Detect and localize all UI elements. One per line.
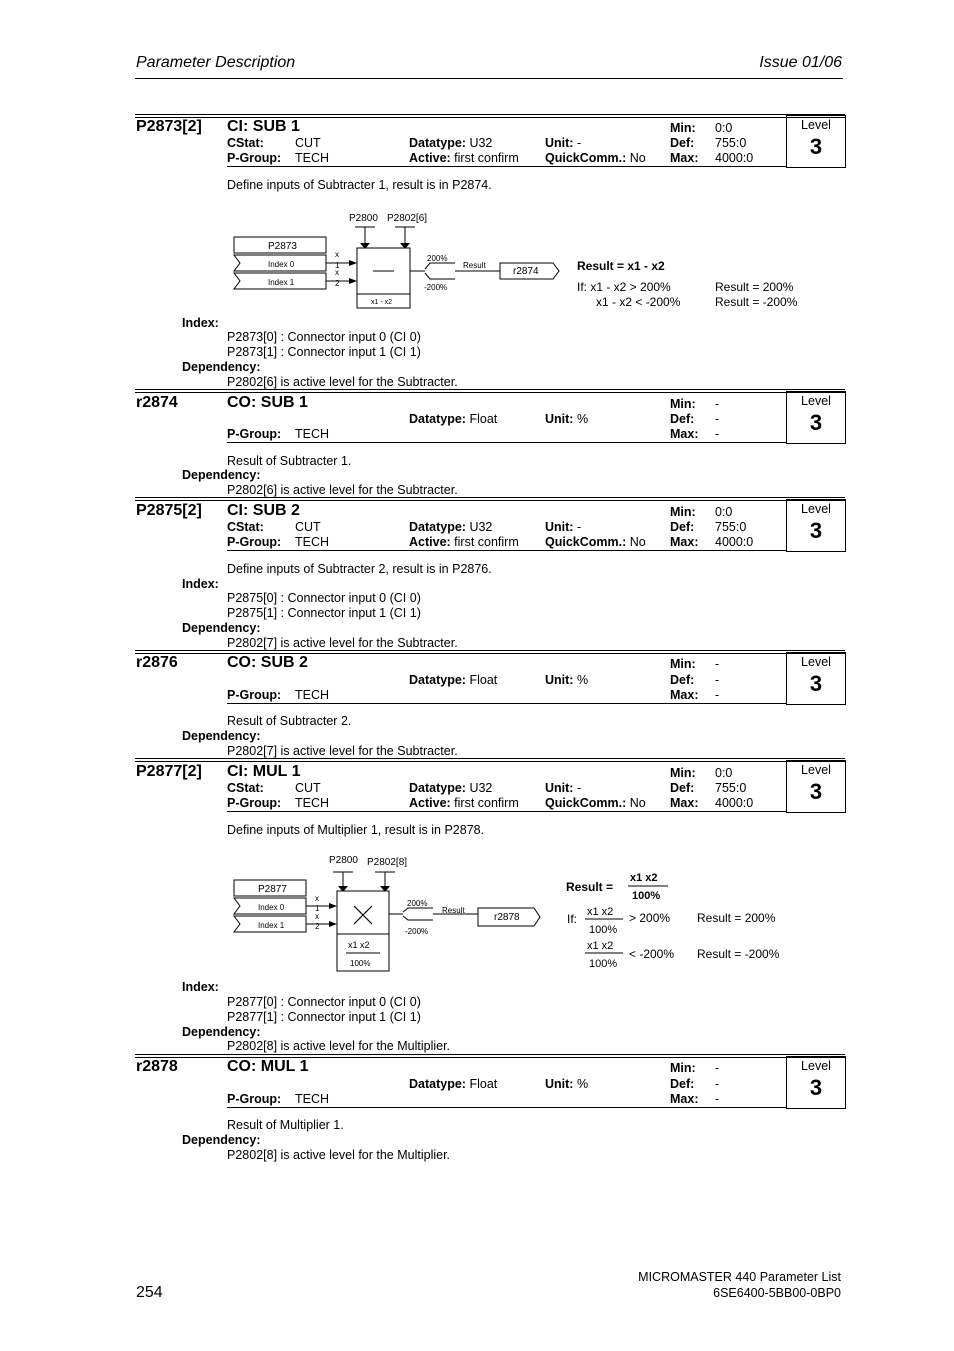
unit-value: - bbox=[576, 520, 582, 534]
cstat-value: CUT bbox=[295, 781, 321, 795]
unit-label: Unit: bbox=[545, 673, 574, 687]
result-label: Result bbox=[442, 906, 465, 915]
min-label: Min: bbox=[670, 121, 696, 135]
index1-label: Index 1 bbox=[268, 278, 295, 287]
unit-value: % bbox=[576, 673, 589, 687]
index-label: Index: bbox=[182, 316, 219, 330]
param-header-rule bbox=[227, 1107, 787, 1108]
datatype bbox=[409, 781, 492, 795]
level-value: 3 bbox=[809, 134, 823, 159]
index1-label: Index 1 bbox=[258, 921, 285, 930]
max-label: Max: bbox=[670, 1092, 699, 1106]
condition-1: If: x1 - x2 > 200% bbox=[577, 280, 671, 294]
upper-limit-label: 200% bbox=[427, 254, 448, 263]
def-label: Def: bbox=[670, 520, 695, 534]
param-description: Result of Multiplier 1. bbox=[227, 1118, 344, 1132]
cstat-value: CUT bbox=[295, 520, 321, 534]
datatype-value: Float bbox=[469, 1077, 498, 1091]
input-p2802-label: P2802[6] bbox=[387, 213, 428, 224]
condition-1-operator: > 200% bbox=[629, 911, 671, 925]
index-item: P2875[1] : Connector input 1 (CI 1) bbox=[227, 606, 421, 620]
index-label: Index: bbox=[182, 577, 219, 591]
index-item: P2875[0] : Connector input 0 (CI 0) bbox=[227, 591, 421, 605]
def-value: - bbox=[715, 1077, 720, 1091]
unit-value: - bbox=[576, 781, 582, 795]
unit bbox=[545, 673, 588, 687]
dependency-text: P2802[7] is active level for the Subtracter. bbox=[227, 744, 458, 758]
datatype-label: Datatype: bbox=[409, 673, 466, 687]
subtracter-diagram bbox=[225, 205, 815, 315]
dependency-label: Dependency: bbox=[182, 621, 261, 635]
quickcomm bbox=[545, 535, 646, 549]
x1-label: x bbox=[335, 250, 339, 259]
unit bbox=[545, 1077, 588, 1091]
quickcomm-value: No bbox=[629, 151, 646, 165]
datatype-label: Datatype: bbox=[409, 136, 466, 150]
active bbox=[409, 151, 519, 165]
min-value: 0:0 bbox=[715, 505, 733, 519]
min-label: Min: bbox=[670, 505, 696, 519]
max-value: - bbox=[715, 427, 720, 441]
dependency-label: Dependency: bbox=[182, 1025, 261, 1039]
param-description: Define inputs of Multiplier 1, result is in P2878. bbox=[227, 823, 485, 837]
min-value: 0:0 bbox=[715, 766, 733, 780]
pgroup-label: P-Group: bbox=[227, 1092, 282, 1106]
def-label: Def: bbox=[670, 781, 695, 795]
unit-label: Unit: bbox=[545, 781, 574, 795]
x1-sub: 1 bbox=[315, 904, 320, 913]
level-value: 3 bbox=[809, 1075, 823, 1100]
condition-2-denominator: 100% bbox=[589, 958, 618, 970]
condition-1-numerator: x1 x2 bbox=[587, 906, 614, 918]
multiplier-diagram bbox=[225, 848, 815, 978]
output-label: r2878 bbox=[494, 912, 520, 923]
min-value: - bbox=[715, 657, 720, 671]
def-value: 755:0 bbox=[715, 781, 747, 795]
param-description: Define inputs of Subtracter 1, result is in P2874. bbox=[227, 178, 492, 192]
def-label: Def: bbox=[670, 136, 695, 150]
datatype-label: Datatype: bbox=[409, 781, 466, 795]
pgroup-label: P-Group: bbox=[227, 796, 282, 810]
def-value: 755:0 bbox=[715, 520, 747, 534]
quickcomm-label: QuickComm.: bbox=[545, 535, 627, 549]
param-name: CI: MUL 1 bbox=[227, 763, 301, 780]
param-header-rule bbox=[227, 550, 787, 551]
footer-product: MICROMASTER 440 Parameter List bbox=[638, 1270, 841, 1284]
param-description: Define inputs of Subtracter 2, result is in P2876. bbox=[227, 562, 492, 576]
header-right: Issue 01/06 bbox=[759, 54, 842, 71]
unit-label: Unit: bbox=[545, 412, 574, 426]
unit-value: - bbox=[576, 136, 582, 150]
param-id: P2875[2] bbox=[136, 502, 202, 519]
level-value: 3 bbox=[809, 518, 823, 543]
section-rule bbox=[135, 758, 845, 762]
dependency-text: P2802[6] is active level for the Subtracter. bbox=[227, 375, 458, 389]
footer-code: 6SE6400-5BB00-0BP0 bbox=[713, 1286, 841, 1300]
quickcomm bbox=[545, 796, 646, 810]
max-label: Max: bbox=[670, 151, 699, 165]
active-value: first confirm bbox=[454, 151, 519, 165]
condition-2-numerator: x1 x2 bbox=[587, 940, 614, 952]
datatype bbox=[409, 412, 497, 426]
level-box bbox=[786, 391, 846, 444]
quickcomm-value: No bbox=[629, 535, 646, 549]
arrow-head bbox=[349, 260, 357, 266]
index-item: P2873[1] : Connector input 1 (CI 1) bbox=[227, 345, 421, 359]
datatype-label: Datatype: bbox=[409, 412, 466, 426]
level-label: Level bbox=[801, 655, 831, 669]
param-name: CO: MUL 1 bbox=[227, 1058, 309, 1075]
level-value: 3 bbox=[809, 779, 823, 804]
unit-value: % bbox=[576, 412, 589, 426]
formula-denominator: 100% bbox=[632, 890, 661, 902]
level-label: Level bbox=[801, 1059, 831, 1073]
param-id: r2878 bbox=[136, 1058, 178, 1075]
limiter-lower-icon bbox=[425, 273, 455, 279]
unit-label: Unit: bbox=[545, 136, 574, 150]
datatype bbox=[409, 1077, 497, 1091]
min-label: Min: bbox=[670, 766, 696, 780]
formula-label: Result = bbox=[566, 880, 614, 894]
dependency-text: P2802[7] is active level for the Subtracter. bbox=[227, 636, 458, 650]
input-p2800-label: P2800 bbox=[329, 855, 358, 866]
input-p2800-label: P2800 bbox=[349, 213, 378, 224]
active-value: first confirm bbox=[454, 796, 519, 810]
dependency-label: Dependency: bbox=[182, 729, 261, 743]
x2-label: x bbox=[335, 268, 339, 277]
condition-2: x1 - x2 < -200% bbox=[596, 295, 681, 309]
min-value: - bbox=[715, 397, 720, 411]
param-id: r2874 bbox=[136, 394, 178, 411]
arrow-head bbox=[329, 921, 337, 927]
datatype-value: U32 bbox=[469, 781, 493, 795]
unit bbox=[545, 520, 581, 534]
condition-2-operator: < -200% bbox=[629, 947, 675, 961]
max-label: Max: bbox=[670, 688, 699, 702]
cstat-value: CUT bbox=[295, 136, 321, 150]
param-header-rule bbox=[227, 703, 787, 704]
cstat-label: CStat: bbox=[227, 781, 264, 795]
max-value: 4000:0 bbox=[715, 535, 754, 549]
pgroup-value: TECH bbox=[295, 1092, 330, 1106]
output-label: r2874 bbox=[513, 266, 539, 277]
active-label: Active: bbox=[409, 796, 451, 810]
datatype bbox=[409, 673, 497, 687]
quickcomm-label: QuickComm.: bbox=[545, 796, 627, 810]
x2-sub: 2 bbox=[335, 279, 340, 288]
level-box bbox=[786, 1056, 846, 1109]
level-label: Level bbox=[801, 118, 831, 132]
min-label: Min: bbox=[670, 657, 696, 671]
function-label: x1 - x2 bbox=[371, 299, 393, 306]
dependency-text: P2802[6] is active level for the Subtracter. bbox=[227, 483, 458, 497]
def-label: Def: bbox=[670, 673, 695, 687]
param-id: P2877[2] bbox=[136, 763, 202, 780]
header-rule bbox=[135, 78, 843, 79]
active-value: first confirm bbox=[454, 535, 519, 549]
datatype-value: Float bbox=[469, 412, 498, 426]
dependency-text: P2802[8] is active level for the Multiplier. bbox=[227, 1039, 451, 1053]
pgroup-value: TECH bbox=[295, 151, 330, 165]
if-label: If: bbox=[567, 912, 578, 926]
param-description: Result of Subtracter 1. bbox=[227, 454, 352, 468]
lower-limit-label: -200% bbox=[424, 283, 448, 292]
x2-sub: 2 bbox=[315, 922, 320, 931]
param-name: CI: SUB 2 bbox=[227, 502, 300, 519]
unit bbox=[545, 136, 581, 150]
index0-label: Index 0 bbox=[268, 260, 295, 269]
index-item: P2877[0] : Connector input 0 (CI 0) bbox=[227, 995, 421, 1009]
active bbox=[409, 796, 519, 810]
min-label: Min: bbox=[670, 1061, 696, 1075]
active bbox=[409, 535, 519, 549]
input-p2802-label: P2802[8] bbox=[367, 857, 408, 868]
param-name: CI: SUB 1 bbox=[227, 118, 300, 135]
result-2: Result = -200% bbox=[697, 947, 780, 961]
max-label: Max: bbox=[670, 535, 699, 549]
formula-numerator: x1 x2 bbox=[630, 872, 658, 884]
unit bbox=[545, 412, 588, 426]
max-value: - bbox=[715, 688, 720, 702]
param-id: P2873[2] bbox=[136, 118, 202, 135]
datatype-value: Float bbox=[469, 673, 498, 687]
pgroup-value: TECH bbox=[295, 688, 330, 702]
pgroup-label: P-Group: bbox=[227, 535, 282, 549]
page-number: 254 bbox=[136, 1284, 163, 1301]
level-label: Level bbox=[801, 394, 831, 408]
dependency-label: Dependency: bbox=[182, 360, 261, 374]
limiter-upper-icon bbox=[425, 263, 455, 269]
param-name: CO: SUB 1 bbox=[227, 394, 308, 411]
active-label: Active: bbox=[409, 151, 451, 165]
block-label: P2873 bbox=[268, 241, 297, 252]
x1-sub: 1 bbox=[335, 261, 340, 270]
datatype bbox=[409, 136, 492, 150]
active-label: Active: bbox=[409, 535, 451, 549]
dependency-text: P2802[8] is active level for the Multiplier. bbox=[227, 1148, 451, 1162]
level-box bbox=[786, 760, 846, 813]
level-label: Level bbox=[801, 763, 831, 777]
level-box bbox=[786, 652, 846, 705]
max-label: Max: bbox=[670, 796, 699, 810]
lower-limit-label: -200% bbox=[405, 927, 429, 936]
section-rule bbox=[135, 497, 845, 501]
datatype-label: Datatype: bbox=[409, 1077, 466, 1091]
unit-value: % bbox=[576, 1077, 589, 1091]
quickcomm bbox=[545, 151, 646, 165]
limiter-lower-icon bbox=[403, 916, 433, 920]
limiter-upper-icon bbox=[403, 908, 433, 912]
function-denominator: 100% bbox=[350, 959, 371, 968]
unit bbox=[545, 781, 581, 795]
section-rule bbox=[135, 389, 845, 393]
level-value: 3 bbox=[809, 671, 823, 696]
level-label: Level bbox=[801, 502, 831, 516]
pgroup-label: P-Group: bbox=[227, 688, 282, 702]
max-value: 4000:0 bbox=[715, 796, 754, 810]
x1-label: x bbox=[315, 894, 319, 903]
param-header-rule bbox=[227, 166, 787, 167]
pgroup-value: TECH bbox=[295, 427, 330, 441]
def-value: 755:0 bbox=[715, 136, 747, 150]
min-label: Min: bbox=[670, 397, 696, 411]
min-value: 0:0 bbox=[715, 121, 733, 135]
def-label: Def: bbox=[670, 1077, 695, 1091]
result-1: Result = 200% bbox=[715, 280, 794, 294]
datatype bbox=[409, 520, 492, 534]
upper-limit-label: 200% bbox=[407, 899, 428, 908]
function-numerator: x1 x2 bbox=[348, 940, 370, 950]
result-1: Result = 200% bbox=[697, 911, 776, 925]
quickcomm-label: QuickComm.: bbox=[545, 151, 627, 165]
condition-1-denominator: 100% bbox=[589, 924, 618, 936]
max-label: Max: bbox=[670, 427, 699, 441]
param-header-rule bbox=[227, 442, 787, 443]
level-value: 3 bbox=[809, 410, 823, 435]
datatype-label: Datatype: bbox=[409, 520, 466, 534]
param-id: r2876 bbox=[136, 654, 178, 671]
x2-label: x bbox=[315, 912, 319, 921]
quickcomm-value: No bbox=[629, 796, 646, 810]
arrow-head bbox=[329, 903, 337, 909]
pgroup-value: TECH bbox=[295, 796, 330, 810]
index-item: P2873[0] : Connector input 0 (CI 0) bbox=[227, 330, 421, 344]
block-label: P2877 bbox=[258, 884, 287, 895]
pgroup-label: P-Group: bbox=[227, 427, 282, 441]
pgroup-value: TECH bbox=[295, 535, 330, 549]
cstat-label: CStat: bbox=[227, 136, 264, 150]
max-value: - bbox=[715, 1092, 720, 1106]
header-left: Parameter Description bbox=[136, 54, 296, 71]
def-value: - bbox=[715, 412, 720, 426]
level-box bbox=[786, 115, 846, 168]
unit-label: Unit: bbox=[545, 520, 574, 534]
cstat-label: CStat: bbox=[227, 520, 264, 534]
result-2: Result = -200% bbox=[715, 295, 798, 309]
index0-label: Index 0 bbox=[258, 903, 285, 912]
formula: Result = x1 - x2 bbox=[577, 259, 665, 273]
def-value: - bbox=[715, 673, 720, 687]
level-box bbox=[786, 499, 846, 552]
datatype-value: U32 bbox=[469, 520, 493, 534]
dependency-label: Dependency: bbox=[182, 468, 261, 482]
arrow-head bbox=[349, 278, 357, 284]
min-value: - bbox=[715, 1061, 720, 1075]
max-value: 4000:0 bbox=[715, 151, 754, 165]
result-label: Result bbox=[463, 261, 486, 270]
pgroup-label: P-Group: bbox=[227, 151, 282, 165]
index-item: P2877[1] : Connector input 1 (CI 1) bbox=[227, 1010, 421, 1024]
param-header-rule bbox=[227, 811, 787, 812]
param-name: CO: SUB 2 bbox=[227, 654, 308, 671]
index-label: Index: bbox=[182, 980, 219, 994]
datatype-value: U32 bbox=[469, 136, 493, 150]
param-description: Result of Subtracter 2. bbox=[227, 714, 352, 728]
unit-label: Unit: bbox=[545, 1077, 574, 1091]
def-label: Def: bbox=[670, 412, 695, 426]
dependency-label: Dependency: bbox=[182, 1133, 261, 1147]
